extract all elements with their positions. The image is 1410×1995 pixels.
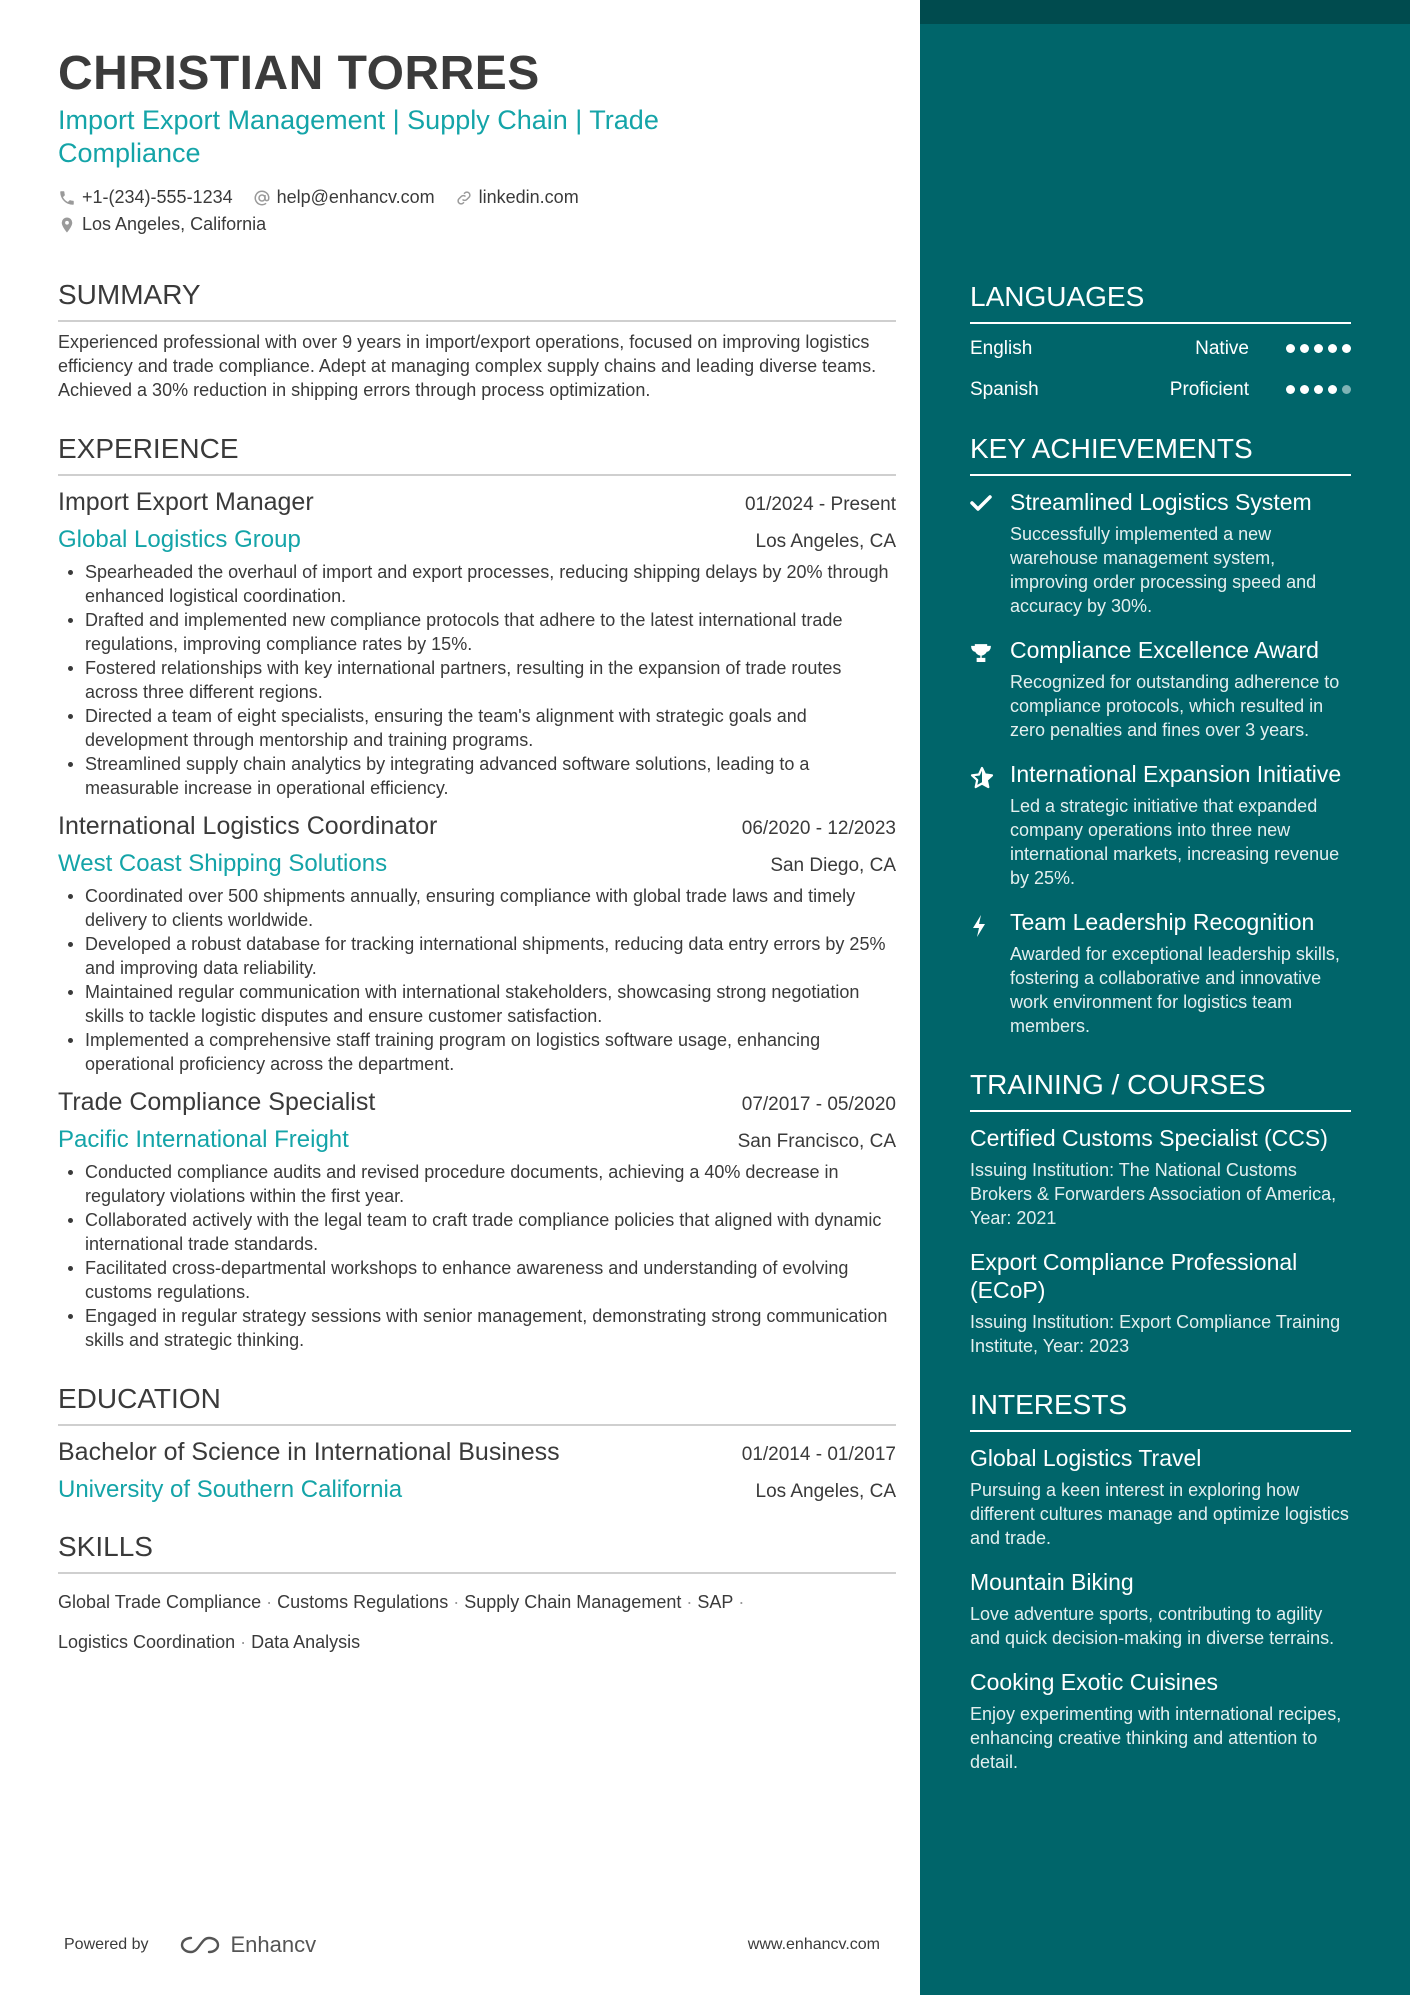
education-entry xyxy=(58,1434,896,1506)
contact-info xyxy=(58,184,896,238)
achievements-section xyxy=(970,432,1351,1038)
bullet-item: Collaborated actively with the legal team to craft trade compliance policies that aligned with dynamic international trade standards. xyxy=(58,1208,896,1256)
sidebar-top-bar xyxy=(920,0,1410,24)
course-desc: Issuing Institution: The National Customs Brokers & Forwarders Association of America, Year: 2021 xyxy=(970,1160,1337,1228)
powered-by-label: Powered by xyxy=(64,1936,149,1953)
achievement-item xyxy=(970,636,1351,742)
section-title-experience: EXPERIENCE xyxy=(58,432,896,476)
language-rating xyxy=(1281,344,1351,353)
language-name: Spanish xyxy=(970,378,1039,400)
achievement-title: Compliance Excellence Award xyxy=(1010,637,1319,663)
section-title-skills: SKILLS xyxy=(58,1530,896,1574)
summary-text: Experienced professional with over 9 years in import/export operations, focused on improving logistics efficiency and trade compliance. Adept at managing complex supply chains and leading diverse teams. Achieved a 30% reduction in shipping errors through process optimization. xyxy=(58,332,877,400)
job-bullets xyxy=(58,560,896,800)
lightning-icon xyxy=(970,914,988,938)
rating-dot xyxy=(1300,344,1309,353)
footer xyxy=(64,1932,880,1958)
job-date: 01/2024 - Present xyxy=(744,494,896,515)
bullet-item: Maintained regular communication with international stakeholders, showcasing strong negotiation skills to tackle logistic disputes and ensure customer satisfaction. xyxy=(58,980,896,1028)
job-entry xyxy=(58,484,896,800)
language-row xyxy=(970,369,1351,410)
job-location: San Francisco, CA xyxy=(737,1131,896,1152)
bullet-item: Engaged in regular strategy sessions with senior management, demonstrating strong communication skills and strategic thinking. xyxy=(58,1304,896,1352)
skill-separator: · xyxy=(738,1592,745,1612)
phone-text: +1-(234)-555-1234 xyxy=(82,187,233,207)
enhancv-logo-icon xyxy=(177,1934,223,1956)
skills-section xyxy=(58,1530,896,1662)
location-contact xyxy=(58,214,266,235)
at-icon xyxy=(253,189,271,207)
skills-list xyxy=(58,1582,896,1662)
skill-item: SAP xyxy=(697,1592,734,1612)
course-item xyxy=(970,1248,1351,1358)
interest-desc: Love adventure sports, contributing to agility and quick decision-making in diverse terrains. xyxy=(970,1604,1335,1648)
checkmark-icon xyxy=(970,494,992,512)
skill-separator: · xyxy=(453,1592,460,1612)
candidate-name: CHRISTIAN TORRES xyxy=(58,47,540,100)
achievement-item xyxy=(970,760,1351,890)
skill-item: Supply Chain Management xyxy=(464,1592,682,1612)
skill-item: Customs Regulations xyxy=(277,1592,449,1612)
section-title-summary: SUMMARY xyxy=(58,278,896,322)
course-desc: Issuing Institution: Export Compliance Training Institute, Year: 2023 xyxy=(970,1312,1341,1356)
interest-title: Mountain Biking xyxy=(970,1569,1134,1595)
rating-dot xyxy=(1314,385,1323,394)
bullet-item: Coordinated over 500 shipments annually, ensuring compliance with global trade laws and timely delivery to clients worldwide. xyxy=(58,884,896,932)
interest-title: Global Logistics Travel xyxy=(970,1445,1202,1471)
job-date: 07/2017 - 05/2020 xyxy=(741,1094,896,1115)
bullet-item: Fostered relationships with key international partners, resulting in the expansion of trade routes across three different regions. xyxy=(58,656,896,704)
trophy-icon xyxy=(970,642,992,664)
linkedin-text: linkedin.com xyxy=(478,187,579,207)
summary-section xyxy=(58,278,896,402)
section-title-languages: LANGUAGES xyxy=(970,280,1351,324)
language-row xyxy=(970,328,1351,369)
achievement-item xyxy=(970,908,1351,1038)
company-name: Pacific International Freight xyxy=(58,1126,349,1153)
skill-separator: · xyxy=(266,1592,273,1612)
link-icon xyxy=(455,189,473,207)
skill-item: Data Analysis xyxy=(251,1632,361,1652)
bullet-item: Conducted compliance audits and revised procedure documents, achieving a 40% decrease in regulatory violations within the first year. xyxy=(58,1160,896,1208)
language-rating xyxy=(1281,385,1351,394)
skill-item: Global Trade Compliance xyxy=(58,1592,262,1612)
training-section xyxy=(970,1068,1351,1358)
achievement-desc: Led a strategic initiative that expanded company operations into three new international markets, increasing revenue by 25%. xyxy=(1010,796,1340,888)
skill-separator: · xyxy=(240,1632,247,1652)
linkedin-contact[interactable] xyxy=(455,187,579,208)
phone-icon xyxy=(58,189,76,207)
job-bullets xyxy=(58,884,896,1076)
brand-name: Enhancv xyxy=(230,1932,317,1957)
email-contact[interactable] xyxy=(253,187,435,208)
achievement-title: Team Leadership Recognition xyxy=(1010,909,1315,935)
location-pin-icon xyxy=(58,216,76,234)
education-location: Los Angeles, CA xyxy=(755,1481,896,1502)
email-text: help@enhancv.com xyxy=(276,187,435,207)
degree-title: Bachelor of Science in International Business xyxy=(58,1438,560,1466)
language-level: Native xyxy=(1195,337,1249,359)
rating-dot xyxy=(1286,344,1295,353)
rating-dot xyxy=(1342,385,1351,394)
language-name: English xyxy=(970,337,1033,359)
achievement-title: Streamlined Logistics System xyxy=(1010,489,1312,515)
job-location: San Diego, CA xyxy=(770,855,896,876)
rating-dot xyxy=(1314,344,1323,353)
interest-item xyxy=(970,1568,1351,1650)
phone-contact[interactable] xyxy=(58,187,233,208)
job-entry xyxy=(58,808,896,1076)
bullet-item: Drafted and implemented new compliance protocols that adhere to the latest international trade regulations, improving compliance rates by 15%. xyxy=(58,608,896,656)
interest-desc: Pursuing a keen interest in exploring how different cultures manage and optimize logistics and trade. xyxy=(970,1480,1349,1548)
star-icon xyxy=(970,766,994,790)
bullet-item: Spearheaded the overhaul of import and export processes, reducing shipping delays by 20% through enhanced logistical coordination. xyxy=(58,560,896,608)
location-text: Los Angeles, California xyxy=(82,214,267,234)
course-title: Certified Customs Specialist (CCS) xyxy=(970,1125,1328,1151)
sidebar xyxy=(920,0,1410,1995)
job-entry xyxy=(58,1084,896,1352)
school-name: University of Southern California xyxy=(58,1476,403,1503)
bullet-item: Developed a robust database for tracking international shipments, reducing data entry errors by 25% and improving data reliability. xyxy=(58,932,896,980)
rating-dot xyxy=(1300,385,1309,394)
achievement-title: International Expansion Initiative xyxy=(1010,761,1342,787)
interest-title: Cooking Exotic Cuisines xyxy=(970,1669,1219,1695)
skill-item: Logistics Coordination xyxy=(58,1632,236,1652)
course-item xyxy=(970,1124,1351,1230)
section-title-achievements: KEY ACHIEVEMENTS xyxy=(970,432,1351,476)
job-title: Trade Compliance Specialist xyxy=(58,1088,376,1116)
rating-dot xyxy=(1328,385,1337,394)
section-title-education: EDUCATION xyxy=(58,1382,896,1426)
bullet-item: Facilitated cross-departmental workshops to enhance awareness and understanding of evolving customs regulations. xyxy=(58,1256,896,1304)
achievement-item xyxy=(970,488,1351,618)
company-name: Global Logistics Group xyxy=(58,526,301,553)
achievement-desc: Awarded for exceptional leadership skills, fostering a collaborative and innovative work environment for logistics team members. xyxy=(1010,944,1340,1036)
job-bullets xyxy=(58,1160,896,1352)
enhancv-logo[interactable] xyxy=(177,1932,317,1958)
job-title: Import Export Manager xyxy=(58,488,314,516)
job-location: Los Angeles, CA xyxy=(755,531,896,552)
education-section xyxy=(58,1382,896,1506)
job-title: International Logistics Coordinator xyxy=(58,812,438,840)
skill-separator: · xyxy=(686,1592,693,1612)
achievement-desc: Recognized for outstanding adherence to compliance protocols, which resulted in zero penalties and fines over 3 years. xyxy=(1010,672,1340,740)
bullet-item: Directed a team of eight specialists, ensuring the team's alignment with strategic goals and development through mentorship and training programs. xyxy=(58,704,896,752)
section-title-interests: INTERESTS xyxy=(970,1388,1351,1432)
footer-url[interactable]: www.enhancv.com xyxy=(747,1936,880,1953)
section-title-training: TRAINING / COURSES xyxy=(970,1068,1351,1112)
education-date: 01/2014 - 01/2017 xyxy=(741,1444,896,1465)
language-level: Proficient xyxy=(1169,378,1249,400)
bullet-item: Implemented a comprehensive staff training program on logistics software usage, enhancing operational proficiency across the department. xyxy=(58,1028,896,1076)
company-name: West Coast Shipping Solutions xyxy=(58,850,388,877)
experience-section xyxy=(58,432,896,1352)
languages-section xyxy=(970,280,1351,410)
rating-dot xyxy=(1328,344,1337,353)
interests-section xyxy=(970,1388,1351,1774)
rating-dot xyxy=(1286,385,1295,394)
interest-item xyxy=(970,1444,1351,1550)
course-title: Export Compliance Professional (ECoP) xyxy=(970,1249,1298,1303)
rating-dot xyxy=(1342,344,1351,353)
achievement-desc: Successfully implemented a new warehouse management system, improving order processing speed and accuracy by 30%. xyxy=(1010,524,1317,616)
interest-desc: Enjoy experimenting with international recipes, enhancing creative thinking and attention to detail. xyxy=(970,1704,1342,1772)
interest-item xyxy=(970,1668,1351,1774)
bullet-item: Streamlined supply chain analytics by integrating advanced software solutions, leading to a measurable increase in operational efficiency. xyxy=(58,752,896,800)
headline: Import Export Management | Supply Chain | Trade Compliance xyxy=(58,105,659,168)
job-date: 06/2020 - 12/2023 xyxy=(741,818,896,839)
